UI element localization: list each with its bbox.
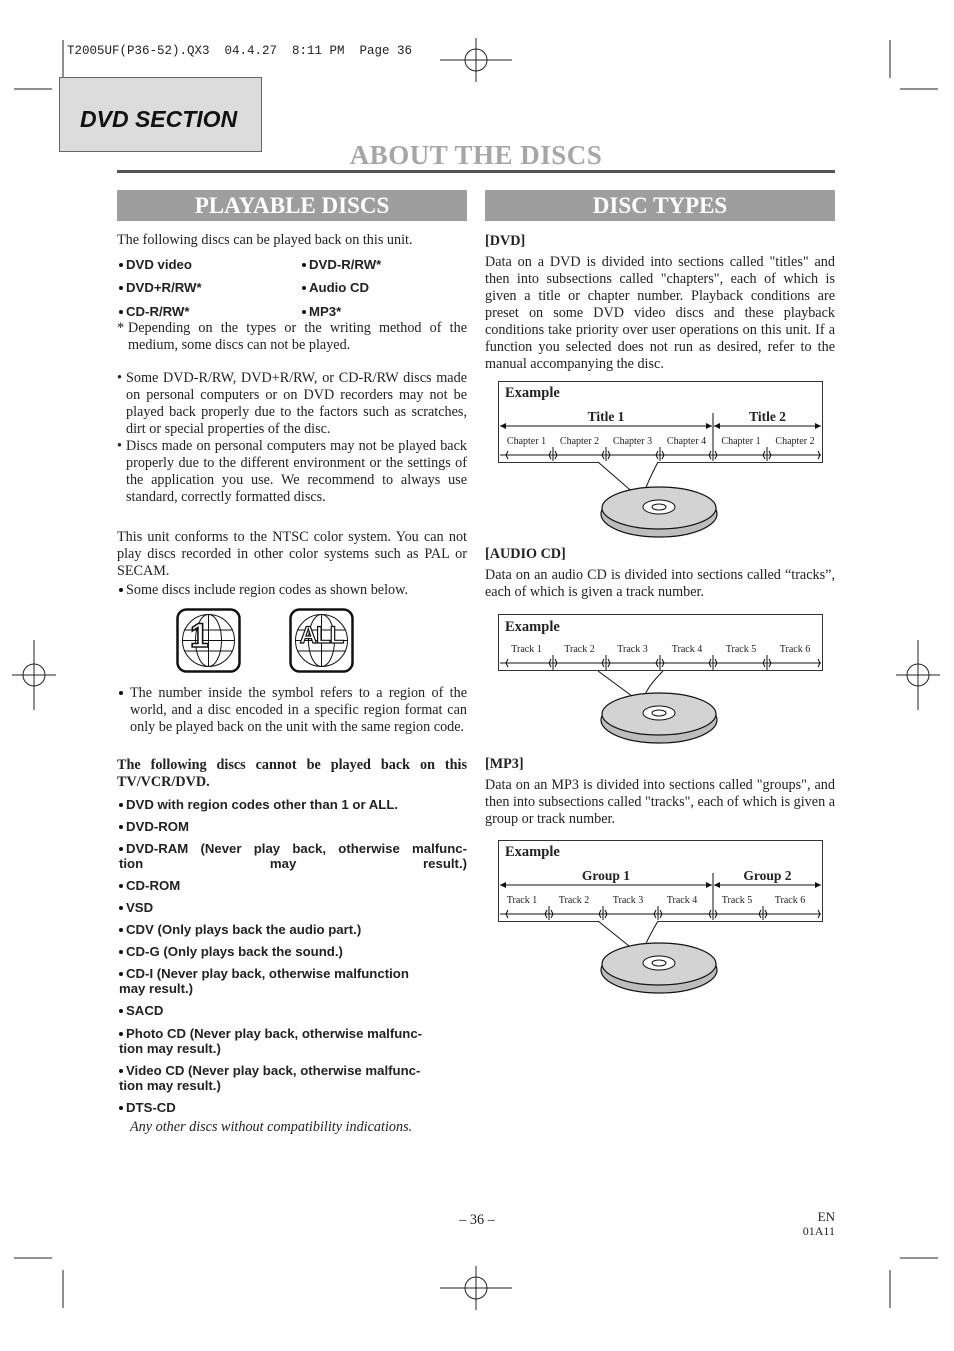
disc-grid-item: DVD+R/RW* (119, 280, 202, 295)
cannot-item: DVD-ROM (119, 819, 467, 834)
audio-cd-heading: [AUDIO CD] (485, 546, 566, 562)
playable-discs-heading: PLAYABLE DISCS (117, 190, 467, 221)
dvd-group-label: Title 1 (587, 409, 625, 424)
dvd-segment-label: Chapter 1 (721, 436, 761, 447)
dvd-text: Data on a DVD is divided into sections called "titles" and then into subsections called "chapters", each of which is given a title or chapter number. Playback conditions are preset on some DVD video discs and these playback conditions take priority over user operations on this unit. If a function you selected does not run as desired, refer to the manual accompanying the disc. (485, 254, 835, 372)
disc-grid-item: CD-R/RW* (119, 304, 190, 319)
mp3-group-label: Group 2 (743, 868, 792, 883)
mp3-segment-label: Track 6 (774, 895, 806, 906)
file-info-line: T2005UF(P36-52).QX3 04.4.27 8:11 PM Page 36 (67, 44, 413, 58)
audio-cd-segment-label: Track 1 (511, 644, 542, 655)
mp3-segment-label: Track 1 (506, 895, 538, 906)
audio-cd-segment-label: Track 6 (779, 644, 811, 655)
page-title: ABOUT THE DISCS (349, 140, 603, 170)
cannot-item: DVD with region codes other than 1 or ALL. (119, 797, 467, 812)
note-item: • Discs made on personal computers may not be played back properly due to the different environment or the settings of the application you use. We recommend to always use standard, correctly formatted discs. (117, 438, 467, 505)
mp3-example-label: Example (505, 844, 560, 860)
dvd-heading: [DVD] (485, 233, 526, 249)
cannot-item: CDV (Only plays back the audio part.) (119, 922, 467, 937)
cannot-play-heading: The following discs cannot be played back on this TV/VCR/DVD. (117, 757, 467, 790)
language-code: EN (817, 1209, 835, 1224)
note-item: • Some DVD-R/RW, DVD+R/RW, or CD-R/RW discs made on personal computers or on DVD recorders may not be played back properly due to the factors such as scratches, dirt or special properties of the disc. (117, 370, 467, 437)
dvd-segment-label: Chapter 1 (506, 436, 547, 447)
dvd-segment-label: Chapter 2 (775, 436, 815, 447)
section-tab-label: DVD SECTION (80, 106, 238, 132)
cannot-item: CD-ROM (119, 878, 467, 893)
cannot-item: DVD-RAM (Never play back, otherwise malfunc- tion may result.) (119, 841, 467, 871)
dvd-segment-label: Chapter 4 (666, 436, 707, 447)
disc-grid-item: Audio CD (302, 280, 369, 295)
cannot-item: CD-G (Only plays back the sound.) (119, 944, 467, 959)
dvd-segment-label: Chapter 3 (612, 436, 653, 447)
region-code-all-label: ALL (299, 622, 344, 649)
dvd-example-label: Example (505, 385, 560, 401)
mp3-heading: [MP3] (485, 756, 524, 772)
mp3-disc-icon (598, 940, 722, 996)
disc-types-heading: DISC TYPES (485, 190, 835, 221)
cannot-item: DTS-CD (119, 1100, 467, 1115)
page-number: – 36 – (459, 1212, 495, 1228)
cannot-item: CD-I (Never play back, otherwise malfunction may result.) (119, 966, 409, 996)
audio-cd-segment-label: Track 3 (617, 644, 648, 655)
region-code-1-label: 1 (190, 617, 209, 655)
audio-cd-example-label: Example (505, 619, 560, 635)
playable-intro: The following discs can be played back on this unit. (117, 232, 413, 248)
cannot-item: Video CD (Never play back, otherwise malfunc- tion may result.) (119, 1063, 421, 1093)
cannot-item: VSD (119, 900, 467, 915)
audio-cd-disc-icon (598, 690, 722, 746)
mp3-segment-label: Track 3 (612, 895, 644, 906)
asterisk-note: * Depending on the types or the writing method of the medium, some discs can not be played. (117, 320, 467, 353)
dvd-group-label: Title 2 (749, 409, 786, 424)
dvd-segment-label: Chapter 2 (559, 436, 600, 447)
disc-grid-item: DVD-R/RW* (302, 257, 381, 272)
audio-cd-segment-label: Track 2 (564, 644, 595, 655)
cannot-item: Photo CD (Never play back, otherwise malfunc- tion may result.) (119, 1026, 423, 1056)
mp3-group-label: Group 1 (581, 868, 631, 883)
audio-cd-segment-label: Track 4 (671, 644, 703, 655)
other-discs-note: Any other discs without compatibility indications. (130, 1119, 413, 1135)
region-note: The number inside the symbol refers to a region of the world, and a disc encoded in a specific region format can only be played back on the unit with the same region code. (117, 685, 467, 736)
disc-grid-item: DVD video (119, 257, 192, 272)
document-code: 01A11 (802, 1224, 835, 1238)
mp3-segment-label: Track 4 (666, 895, 698, 906)
disc-grid-item: MP3* (302, 304, 341, 319)
region-intro: Some discs include region codes as shown below. (119, 582, 467, 599)
title-rule (117, 170, 835, 173)
ntsc-text: This unit conforms to the NTSC color system. You can not play discs recorded in other color systems such as PAL or SECAM. (117, 529, 467, 579)
mp3-text: Data on an MP3 is divided into sections called "groups", and then into subsections called "tracks", each of which is given a group or track number. (485, 777, 836, 827)
audio-cd-segment-label: Track 5 (725, 644, 757, 655)
mp3-segment-label: Track 2 (558, 895, 590, 906)
mp3-segment-label: Track 5 (721, 895, 753, 906)
cannot-item: SACD (119, 1003, 467, 1018)
dvd-disc-icon (598, 484, 722, 540)
audio-cd-text: Data on an audio CD is divided into sections called “tracks”, each of which is given a track number. (485, 567, 835, 600)
